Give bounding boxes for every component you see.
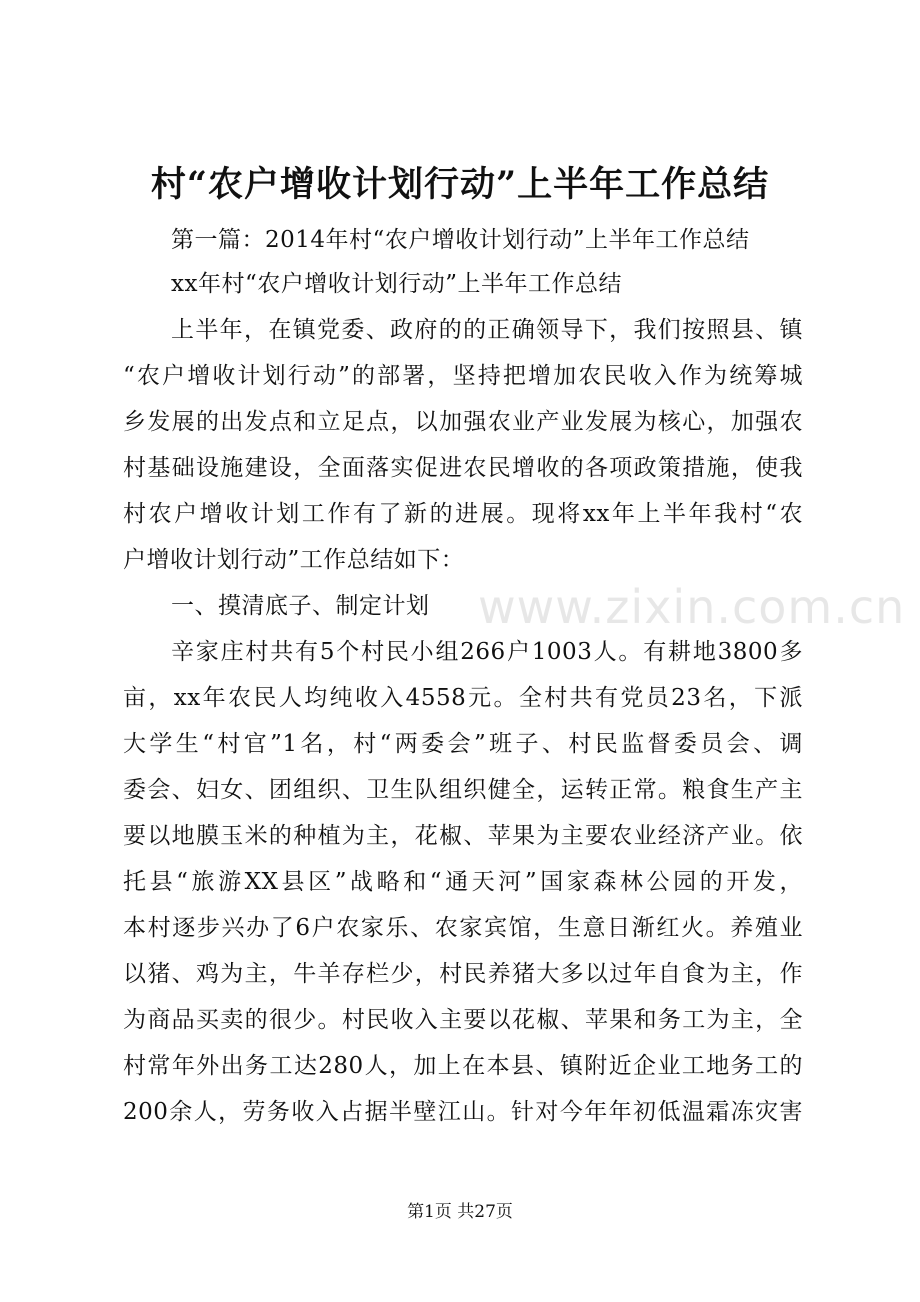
paragraph2-line: 要以地膜玉米的种植为主，花椒、苹果为主要农业经济产业。依 [123, 823, 803, 849]
paragraph1-line: 上半年，在镇党委、政府的的正确领导下，我们按照县、镇 [171, 317, 803, 343]
document-title: 村“农户增收计划行动”上半年工作总结 [150, 164, 770, 205]
section-heading-year: xx年村“农户增收计划行动”上半年工作总结 [171, 271, 622, 297]
paragraph1-line: 村基础设施建设，全面落实促进农民增收的各项政策措施，使我 [123, 455, 803, 481]
section1-heading: 一、摸清底子、制定计划 [171, 593, 430, 619]
paragraph2-line: 村常年外出务工达280人，加上在本县、镇附近企业工地务工的 [123, 1053, 803, 1079]
paragraph1-line: 村农户增收计划工作有了新的进展。现将xx年上半年我村“农 [123, 501, 803, 527]
paragraph2-line: 为商品买卖的很少。村民收入主要以花椒、苹果和务工为主，全 [123, 1007, 803, 1033]
paragraph2-line: 本村逐步兴办了6户农家乐、农家宾馆，生意日渐红火。养殖业 [123, 915, 803, 941]
paragraph2-line: 大学生“村官”1名，村“两委会”班子、村民监督委员会、调 [123, 731, 803, 757]
paragraph2-line: 辛家庄村共有5个村民小组266户1003人。有耕地3800多 [171, 639, 803, 665]
paragraph1-line: “农户增收计划行动”的部署，坚持把增加农民收入作为统筹城 [123, 363, 803, 389]
watermark: www.zixin.com.cn [478, 580, 906, 634]
document-subtitle: 第一篇：2014年村“农户增收计划行动”上半年工作总结 [171, 227, 750, 253]
paragraph2-line: 委会、妇女、团组织、卫生队组织健全，运转正常。粮食生产主 [123, 777, 803, 803]
paragraph2-line: 以猪、鸡为主，牛羊存栏少，村民养猪大多以过年自食为主，作 [123, 961, 803, 987]
paragraph2-line: 托县“旅游XX县区”战略和“通天河”国家森林公园的开发， [123, 869, 803, 895]
paragraph1-line: 乡发展的出发点和立足点，以加强农业产业发展为核心，加强农 [123, 409, 803, 435]
paragraph1-line: 户增收计划行动”工作总结如下： [123, 547, 465, 573]
paragraph2-line: 200余人，劳务收入占据半壁江山。针对今年年初低温霜冻灾害 [123, 1099, 803, 1125]
page-footer: 第1页 共27页 [407, 1202, 513, 1222]
paragraph2-line: 亩，xx年农民人均纯收入4558元。全村共有党员23名，下派 [123, 685, 803, 711]
